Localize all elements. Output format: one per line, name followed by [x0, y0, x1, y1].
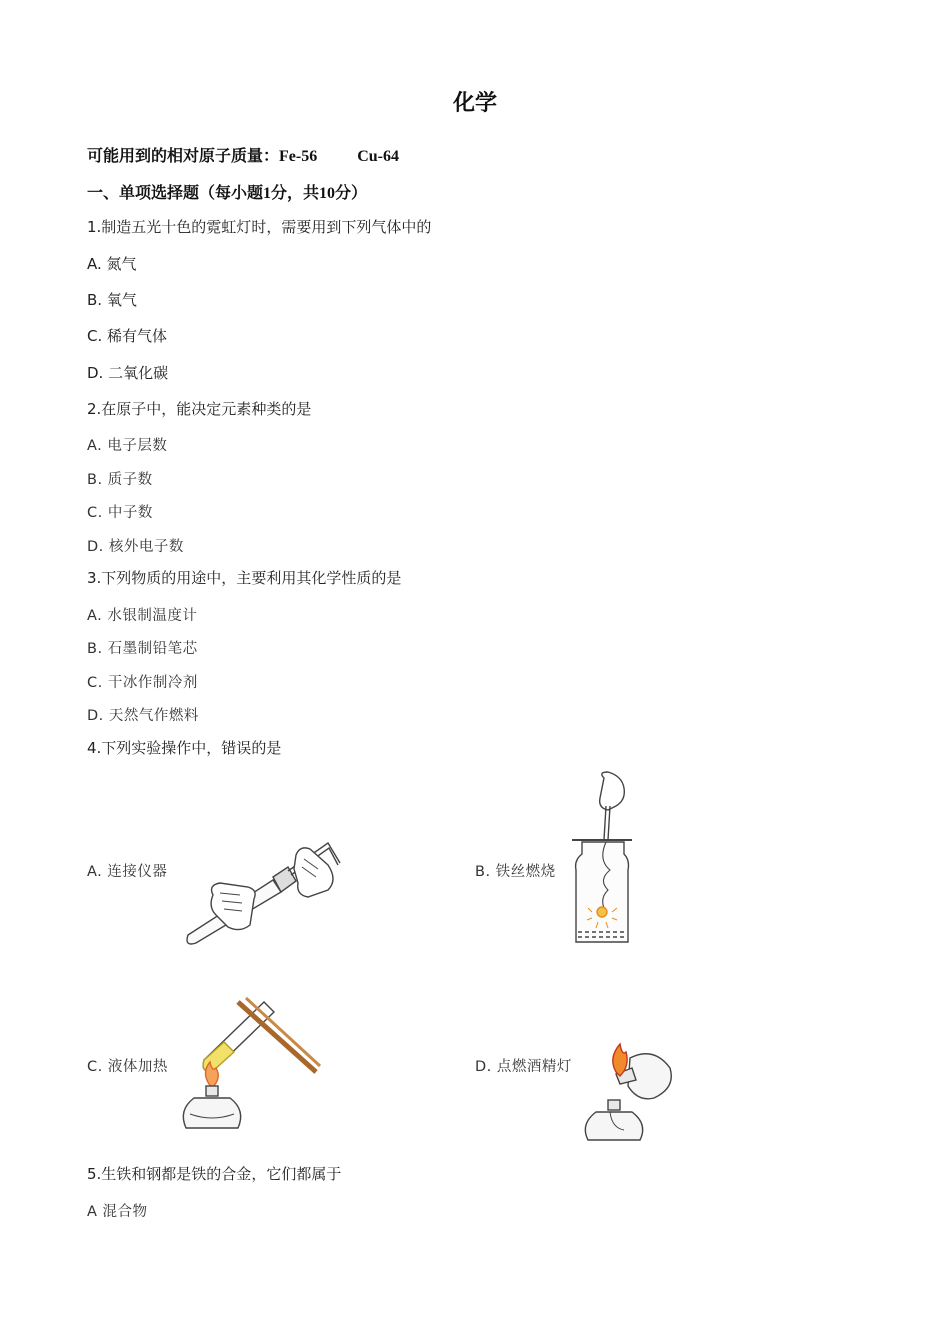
atomic-mass-fe: Fe-56 — [279, 148, 318, 165]
q4-stem: 4.下列实验操作中，错误的是 — [87, 739, 282, 757]
section-num2: 10 — [319, 185, 336, 202]
q2-option-a: A. 电子层数 — [87, 438, 168, 454]
q4-option-b: B. 铁丝燃烧 — [475, 864, 556, 880]
q1-option-a: A. 氮气 — [87, 255, 137, 273]
atomic-mass-line — [87, 143, 399, 166]
section-suffix: 分） — [335, 183, 368, 202]
section-prefix: 一、单项选择题（每小题 — [87, 183, 264, 202]
illustration-heating-liquid — [176, 990, 321, 1140]
q3-stem: 3.下列物质的用途中，主要利用其化学性质的是 — [87, 569, 402, 587]
page-title: 化学 — [452, 91, 497, 116]
q4-option-a: A. 连接仪器 — [87, 864, 168, 880]
q1-stem: 1.制造五光十色的霓虹灯时，需要用到下列气体中的 — [87, 218, 432, 236]
illustration-iron-wire-burning — [568, 770, 638, 948]
q2-option-c: C. 中子数 — [87, 505, 153, 521]
q2-option-d: D. 核外电子数 — [87, 539, 184, 555]
q2-option-b: B. 质子数 — [87, 472, 153, 488]
section-heading — [87, 180, 367, 203]
q4-option-c: C. 液体加热 — [87, 1059, 168, 1075]
q3-option-d: D. 天然气作燃料 — [87, 708, 199, 724]
atomic-mass-label: 可能用到的相对原子质量： — [87, 146, 280, 165]
q2-stem: 2.在原子中，能决定元素种类的是 — [87, 400, 312, 418]
illustration-lighting-lamp — [580, 1040, 680, 1145]
q1-option-b: B. 氧气 — [87, 291, 137, 309]
illustration-connect-apparatus — [178, 835, 348, 945]
section-num1: 1 — [263, 185, 272, 202]
q4-option-d: D. 点燃酒精灯 — [475, 1059, 572, 1075]
atomic-mass-cu: Cu-64 — [357, 148, 399, 165]
q5-stem: 5.生铁和钢都是铁的合金，它们都属于 — [87, 1165, 342, 1183]
q3-option-a: A. 水银制温度计 — [87, 608, 198, 624]
section-mid: 分，共 — [271, 183, 320, 202]
q1-option-c: C. 稀有气体 — [87, 327, 168, 345]
q3-option-c: C. 干冰作制冷剂 — [87, 675, 198, 691]
q1-option-d: D. 二氧化碳 — [87, 364, 169, 382]
q5-option-a: A 混合物 — [87, 1204, 148, 1220]
q3-option-b: B. 石墨制铅笔芯 — [87, 641, 198, 657]
